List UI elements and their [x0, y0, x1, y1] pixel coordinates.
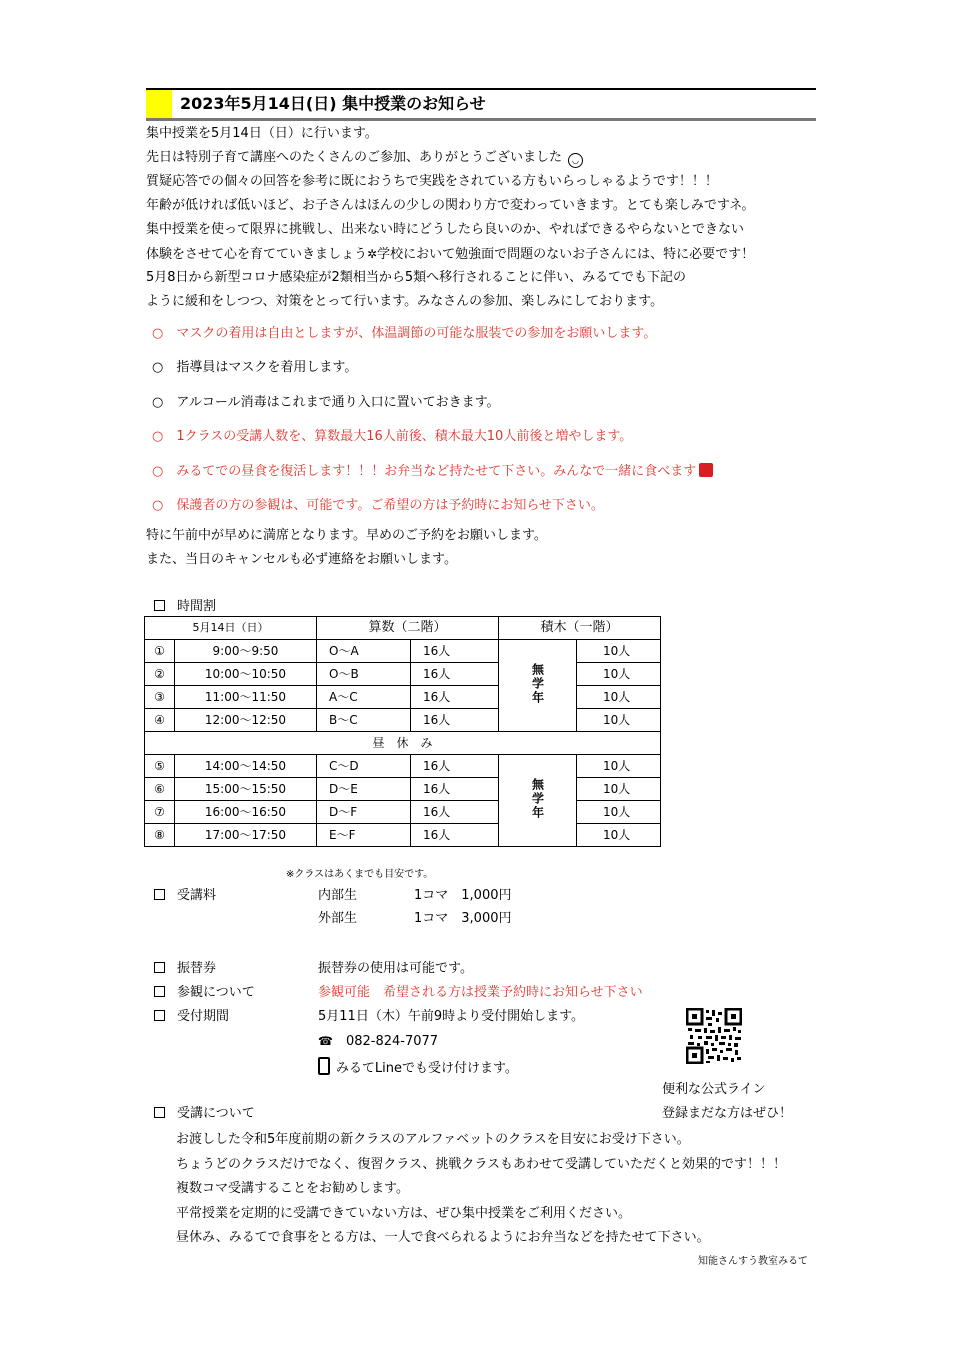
bullet-observe: ○ 保護者の方の参観は、可能です。ご希望の方は予約時にお知らせ下さい。 [152, 498, 604, 513]
intro-line-1: 集中授業を5月14日（日）に行います。 [146, 126, 378, 141]
reception-phone: ☎ 082-824-7077 [318, 1034, 439, 1049]
footer-school-name: 知能さんすう教室みるて [698, 1256, 808, 1267]
table-footnote: ※クラスはあくまでも目安です。 [286, 869, 434, 880]
table-row: ⑧ 17:00～17:50 E～F 16人 10人 [145, 824, 661, 847]
title-top-rule [146, 88, 816, 90]
qr-code-icon [686, 1008, 742, 1064]
qr-caption-2: 登録まだな方はぜひ！ [662, 1106, 793, 1121]
checkbox-icon [154, 962, 165, 973]
reception-text: 5月11日（木）午前9時より受付開始します。 [318, 1009, 585, 1024]
bullet-capacity: ○ 1クラスの受講人数を、算数最大16人前後、積木最大10人前後と増やします。 [152, 429, 633, 444]
intro-line-3: 質疑応答での個々の回答を参考に既におうちで実践をされている方もいらっしゃるようです！！！ [146, 174, 718, 189]
intro-line-8: ように緩和をしつつ、対策をとって行います。みなさんの参加、楽しみにしております。 [146, 294, 664, 309]
bullet-mask: ○ マスクの着用は自由としますが、体温調節の可能な服装での参加をお願いします。 [152, 326, 657, 341]
fee-inner-value: 1コマ 1,000円 [414, 888, 512, 903]
table-row: ⑥ 15:00～15:50 D～E 16人 10人 [145, 778, 661, 801]
table-row: ② 10:00～10:50 O～B 16人 10人 [145, 663, 661, 686]
reception-label: 受付期間 [154, 1009, 229, 1025]
table-row: ⑦ 16:00～16:50 D～F 16人 10人 [145, 801, 661, 824]
fee-outer-label: 外部生 [318, 911, 358, 926]
sparkle-icon: ✲ [367, 247, 378, 261]
schedule-section-label: 時間割 [154, 599, 216, 615]
attend-line-1: お渡しした令和5年度前期の新クラスのアルファベットのクラスを目安にお受け下さい。 [176, 1132, 690, 1147]
header-blocks: 積木（一階） [499, 617, 661, 640]
checkbox-icon [154, 986, 165, 997]
intro-line-4: 年齢が低ければ低いほど、お子さんはほんの少しの関わり方で変わっていきます。とても楽しみですネ。 [146, 198, 755, 213]
voucher-text: 振替券の使用は可能です。 [318, 961, 473, 976]
header-math: 算数（二階） [317, 617, 499, 640]
mobile-phone-icon [318, 1057, 330, 1075]
schedule-table [144, 616, 661, 847]
page-title: 2023年5月14日(日) 集中授業のお知らせ [180, 94, 486, 113]
lunch-row: 昼 休 み [145, 732, 661, 755]
bullet-alcohol: ○ アルコール消毒はこれまで通り入口に置いておきます。 [152, 395, 500, 410]
table-row: ① 9:00～9:50 O～A 16人 無学年 10人 [145, 640, 661, 663]
fee-label: 受講料 [154, 888, 216, 904]
fee-inner-label: 内部生 [318, 888, 358, 903]
attend-line-4: 平常授業を定期的に受講できていない方は、ぜひ集中授業をご利用ください。 [176, 1206, 632, 1221]
grade-label-pm: 無学年 [499, 755, 577, 847]
attend-line-2: ちょうどのクラスだけでなく、復習クラス、挑戦クラスもあわせて受講していただくと効果的です！！！ [176, 1157, 786, 1172]
attend-line-5: 昼休み、みるてで食事をとる方は、一人で食べられるようにお弁当などを持たせて下さい。 [176, 1230, 710, 1245]
checkbox-icon [154, 1107, 165, 1118]
title-bottom-rule [146, 118, 816, 121]
bullet-staff-mask: ○ 指導員はマスクを着用します。 [152, 360, 358, 375]
phone-icon: ☎ [318, 1034, 333, 1048]
fee-outer-value: 1コマ 3,000円 [414, 911, 512, 926]
observe-text: 参観可能 希望される方は授業予約時にお知らせ下さい [318, 985, 643, 1000]
observe-label: 参観について [154, 985, 255, 1001]
intro-line-2: 先日は特別子育て講座へのたくさんのご参加、ありがとうございました ◡ [146, 150, 583, 168]
reception-line: みるてLineでも受け付けます。 [318, 1057, 518, 1077]
intro-line-7: 5月8日から新型コロナ感染症が2類相当から5類へ移行されることに伴い、みるてでも下記の [146, 270, 686, 285]
intro-line-5: 集中授業を使って限界に挑戦し、出来ない時にどうしたら良いのか、やればできるやらないとできない [146, 222, 745, 237]
note-line-1: 特に午前中が早めに満席となります。早めのご予約をお願いします。 [146, 528, 547, 543]
bullet-lunch: ○ みるてでの昼食を復活します！！！お弁当など持たせて下さい。みんなで一緒に食べます [152, 463, 713, 480]
voucher-label: 振替券 [154, 961, 216, 977]
checkbox-icon [154, 1010, 165, 1021]
smile-icon: ◡ [568, 153, 583, 168]
table-row: ⑤ 14:00～14:50 C～D 16人 無学年 10人 [145, 755, 661, 778]
checkbox-icon [154, 889, 165, 900]
title-accent-block [146, 90, 172, 118]
attend-label: 受講について [154, 1106, 255, 1122]
table-row: ④ 12:00～12:50 B～C 16人 10人 [145, 709, 661, 732]
grade-label-am: 無学年 [499, 640, 577, 732]
bento-icon [699, 463, 713, 477]
table-header-row [145, 617, 661, 640]
header-date: 5月14日（日） [145, 617, 317, 640]
qr-caption-1: 便利な公式ライン [662, 1082, 766, 1097]
attend-line-3: 複数コマ受講することをお勧めします。 [176, 1181, 409, 1196]
table-row: ③ 11:00～11:50 A～C 16人 10人 [145, 686, 661, 709]
note-line-2: また、当日のキャンセルも必ず連絡をお願いします。 [146, 552, 457, 567]
checkbox-icon [154, 600, 165, 611]
intro-line-6: 体験をさせて心を育てていきましょう✲学校において勉強面で問題のないお子さんには、特に必要です！ [146, 247, 755, 262]
